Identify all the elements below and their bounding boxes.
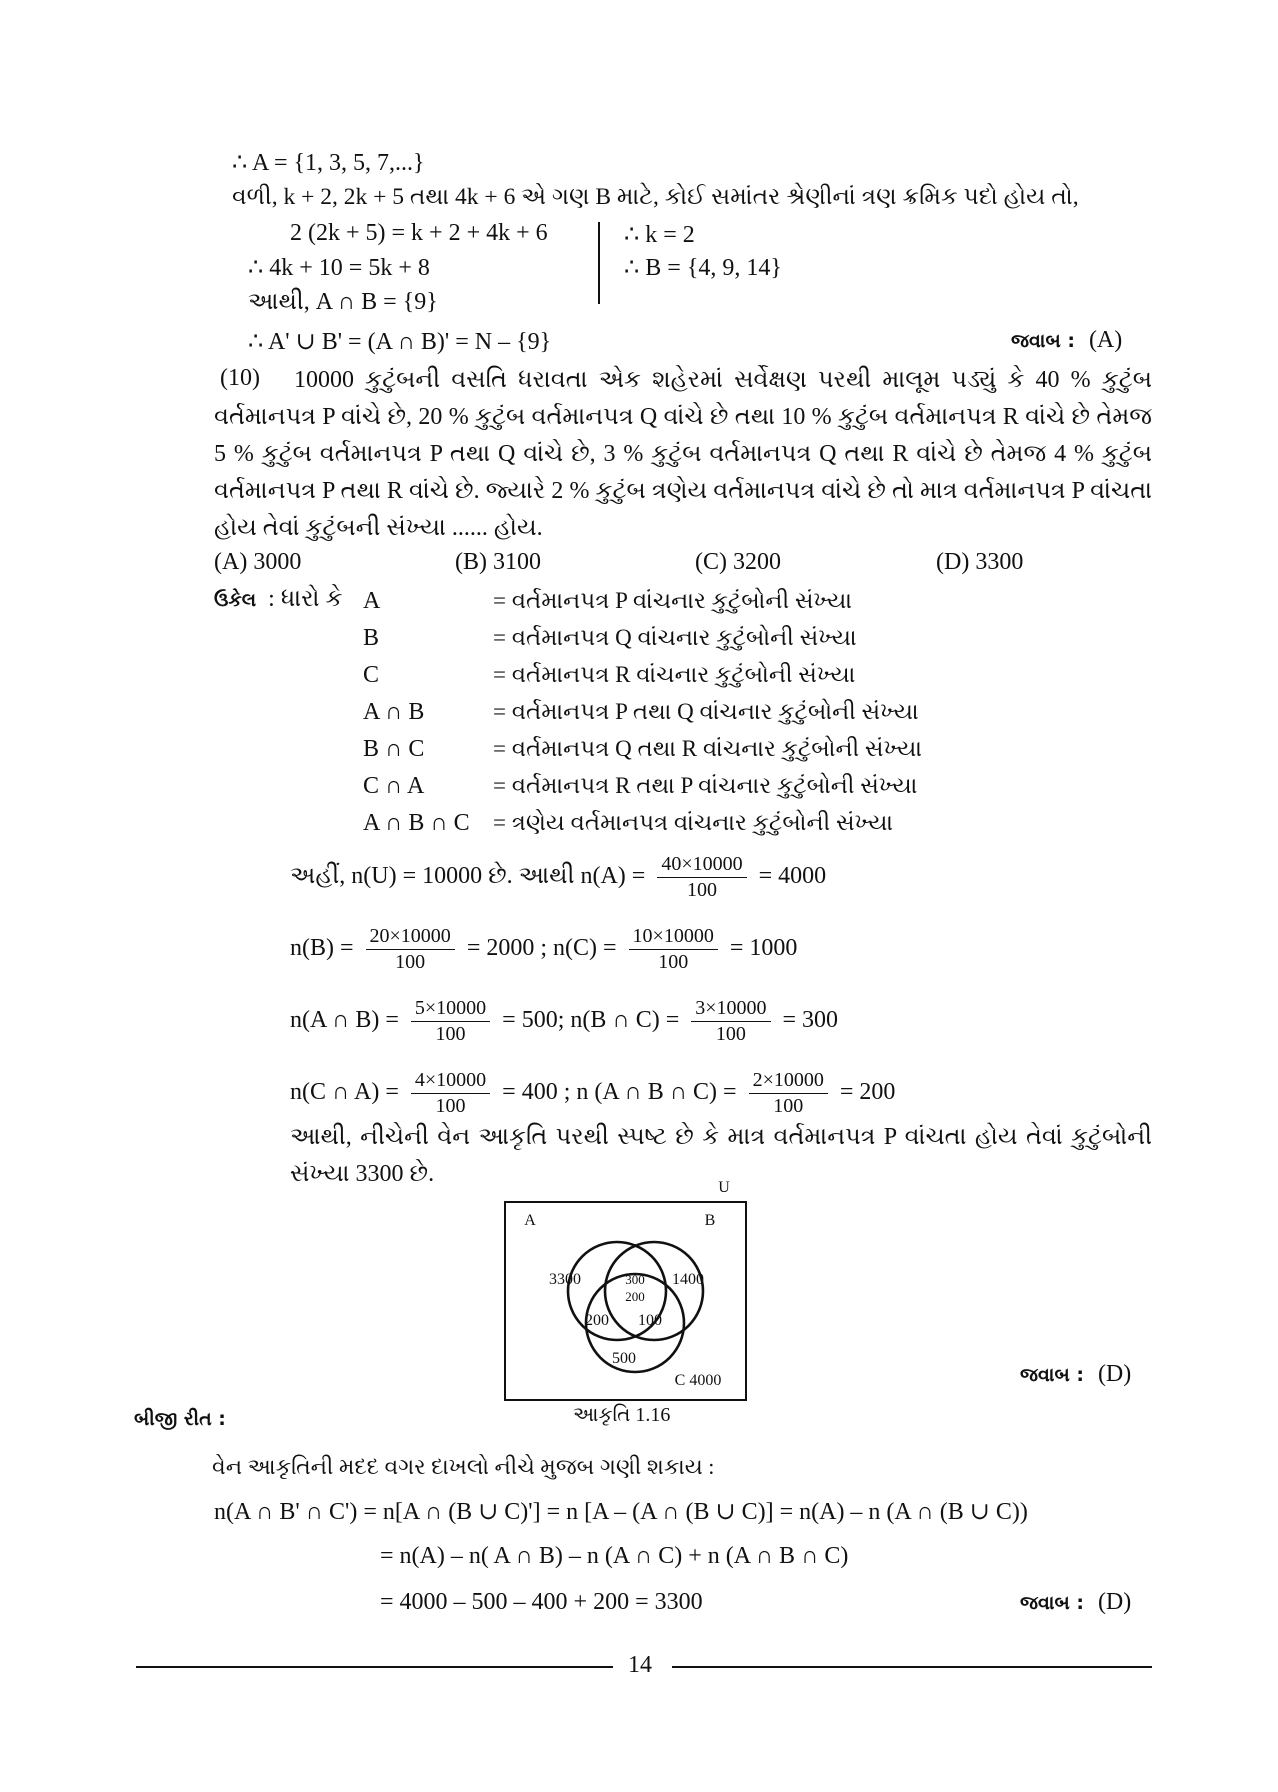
fraction-numerator: 40×10000 xyxy=(657,852,746,878)
fraction-nc xyxy=(629,924,718,975)
definition-description: = વર્તમાનપત્ર Q તથા R વાંચનાર કુટુંબોની સંખ્યા xyxy=(493,736,922,761)
question-text xyxy=(214,362,1152,547)
fraction-numerator: 20×10000 xyxy=(366,924,455,950)
definition-description: = વર્તમાનપત્ર P તથા Q વાંચનાર કુટુંબોની સંખ્યા xyxy=(493,699,919,724)
venn-region-bc: 100 xyxy=(638,1312,662,1329)
fraction-denominator: 100 xyxy=(435,1095,466,1117)
fraction-nabc xyxy=(749,1068,828,1119)
calc4-result: = 200 xyxy=(839,1079,896,1106)
ap-condition-line: વળી, k + 2, 2k + 5 તથા 4k + 6 એ ગણ B માટે, કોઈ સમાંતર શ્રેણીનાં ત્રણ ક્રમિક પદો હોય તો, xyxy=(232,184,1079,210)
method2-line-1: n(A ∩ B' ∩ C') = n[A ∩ (B ∪ C)'] = n [A – (A ∩ (B ∪ C)] = n(A) – n (A ∩ (B ∪ C)) xyxy=(214,1499,1028,1525)
footer-rule-right xyxy=(672,1666,1152,1668)
method2-heading: બીજી રીત : xyxy=(134,1408,226,1430)
calc3-prefix: n(A ∩ B) = xyxy=(290,1007,399,1034)
eq-left-2: ∴ 4k + 10 = 5k + 8 xyxy=(248,255,430,281)
calc-line-3 xyxy=(290,996,838,1047)
intersection-line: આથી, A ∩ B = {9} xyxy=(248,289,438,315)
calc4-mid: = 400 ; n (A ∩ B ∩ C) = xyxy=(502,1079,737,1106)
answer-label: જવાબ : xyxy=(1020,1364,1084,1386)
fraction-numerator: 10×10000 xyxy=(629,924,718,950)
definition-description: = વર્તમાનપત્ર R તથા P વાંચનાર કુટુંબોની સંખ્યા xyxy=(493,773,918,798)
method2-line-3: = 4000 – 500 – 400 + 200 = 3300 xyxy=(380,1589,703,1615)
answer-value: (D) xyxy=(1097,1361,1132,1387)
definition-symbol: A ∩ B ∩ C xyxy=(363,810,470,836)
option-a: (A) 3000 xyxy=(214,549,302,575)
calc3-result: = 300 xyxy=(782,1007,839,1034)
venn-universe-label: U xyxy=(718,1179,730,1196)
fraction-nb xyxy=(366,924,455,975)
venn-region-ab: 300 xyxy=(625,1272,645,1287)
venn-region-ac: 200 xyxy=(585,1312,609,1329)
fraction-nab xyxy=(411,996,490,1047)
fraction-denominator: 100 xyxy=(395,951,426,973)
question-body: 10000 કુટુંબની વસતિ ધરાવતા એક શહેરમાં સર્વેક્ષણ પરથી માલૂમ પડ્યું કે 40 % કુટુંબ વર્તમાનપત્ર P વાંચે છે, 20 % કુટુંબ વર્તમાનપત્ર Q વાંચે છે તથા 10 % કુટુંબ વર્તમાનપત્ર R વાંચે છે તેમજ 5 % કુટુંબ વર્તમાનપત્ર P તથા Q વાંચે છે, 3 % કુટુંબ વર્તમાનપત્ર Q તથા R વાંચે છે તેમજ 4 % કુટુંબ વર્તમાનપત્ર P તથા R વાંચે છે. જ્યારે 2 % કુટુંબ ત્રણેય વર્તમાનપત્ર વાંચે છે તો માત્ર વર્તમાનપત્ર P વાંચતા હોય તેવાં કુટુંબની સંખ્યા ...... હોય. xyxy=(214,367,1152,541)
fraction-na xyxy=(657,852,746,903)
fraction-numerator: 2×10000 xyxy=(749,1068,828,1094)
answer-label: જવાબ : xyxy=(1011,330,1075,352)
calc1-prefix: અહીં, n(U) = 10000 છે. આથી n(A) = xyxy=(290,863,646,890)
solution-word: ઉકેલ xyxy=(214,589,257,611)
fraction-nca xyxy=(411,1068,490,1119)
page-number: 14 xyxy=(628,1652,652,1678)
calc4-prefix: n(C ∩ A) = xyxy=(290,1079,399,1106)
solution-label xyxy=(214,586,342,613)
fraction-numerator: 5×10000 xyxy=(411,996,490,1022)
complement-union-line: ∴ A' ∪ B' = (A ∩ B)' = N – {9} xyxy=(248,329,552,355)
calc2-prefix: n(B) = xyxy=(290,935,354,962)
venn-region-outside: C 4000 xyxy=(674,1372,722,1389)
venn-label-a: A xyxy=(524,1212,536,1229)
definition-symbol: A ∩ B xyxy=(363,699,425,725)
conclusion-text: આથી, નીચેની વેન આકૃતિ પરથી સ્પષ્ટ છે કે માત્ર વર્તમાનપત્ર P વાંચતા હોય તેવાં કુટુંબોની સંખ્યા 3300 છે. xyxy=(290,1124,1152,1187)
definition-symbol: B xyxy=(363,625,380,651)
question-number: (10) xyxy=(220,365,260,391)
calc2-mid: = 2000 ; n(C) = xyxy=(466,935,617,962)
eq-right-2: ∴ B = {4, 9, 14} xyxy=(624,255,782,281)
eq-left-1: 2 (2k + 5) = k + 2 + 4k + 6 xyxy=(290,220,548,246)
method2-intro: વેન આકૃતિની મદદ વગર દાખલો નીચે મુજબ ગણી શકાય : xyxy=(212,1454,715,1479)
calc1-result: = 4000 xyxy=(758,863,827,890)
fraction-numerator: 3×10000 xyxy=(691,996,770,1022)
answer-value: (D) xyxy=(1097,1589,1132,1615)
eq-divider xyxy=(598,222,600,304)
venn-region-c-only: 500 xyxy=(612,1350,636,1367)
fraction-denominator: 100 xyxy=(773,1095,804,1117)
definition-description: = વર્તમાનપત્ર P વાંચનાર કુટુંબોની સંખ્યા xyxy=(493,588,852,613)
calc-line-4 xyxy=(290,1068,895,1119)
figure-caption: આકૃતિ 1.16 xyxy=(573,1404,671,1426)
option-d: (D) 3300 xyxy=(936,549,1024,575)
answer-value: (A) xyxy=(1088,327,1123,353)
eq-right-1: ∴ k = 2 xyxy=(624,222,695,248)
answer-3 xyxy=(1020,1589,1131,1616)
fraction-nbc xyxy=(691,996,770,1047)
calc-line-1 xyxy=(290,852,826,903)
answer-1 xyxy=(1011,327,1122,354)
fraction-denominator: 100 xyxy=(658,951,689,973)
solution-intro: : ધારો કે xyxy=(268,586,343,612)
venn-region-b-only: 1400 xyxy=(672,1271,704,1288)
definition-description: = વર્તમાનપત્ર R વાંચનાર કુટુંબોની સંખ્યા xyxy=(493,662,856,687)
footer-rule-left xyxy=(136,1666,613,1668)
fraction-denominator: 100 xyxy=(435,1023,466,1045)
venn-region-a-only: 3300 xyxy=(549,1271,581,1288)
definition-symbol: C xyxy=(363,662,380,688)
option-b: (B) 3100 xyxy=(455,549,541,575)
option-c: (C) 3200 xyxy=(695,549,781,575)
definition-description: = ત્રણેય વર્તમાનપત્ર વાંચનાર કુટુંબોની સંખ્યા xyxy=(493,810,894,835)
fraction-denominator: 100 xyxy=(715,1023,746,1045)
definition-symbol: C ∩ A xyxy=(363,773,425,799)
fraction-numerator: 4×10000 xyxy=(411,1068,490,1094)
answer-2 xyxy=(1020,1361,1131,1388)
definition-description: = વર્તમાનપત્ર Q વાંચનાર કુટુંબોની સંખ્યા xyxy=(493,625,857,650)
calc3-mid: = 500; n(B ∩ C) = xyxy=(502,1007,680,1034)
venn-diagram xyxy=(480,1175,770,1407)
definition-symbol: B ∩ C xyxy=(363,736,425,762)
fraction-denominator: 100 xyxy=(686,879,717,901)
venn-label-b: B xyxy=(704,1212,716,1229)
venn-region-abc: 200 xyxy=(625,1289,645,1304)
method2-line-2: = n(A) – n( A ∩ B) – n (A ∩ C) + n (A ∩ B ∩ C) xyxy=(380,1543,849,1569)
set-a-line: ∴ A = {1, 3, 5, 7,...} xyxy=(232,150,425,176)
definition-symbol: A xyxy=(363,588,381,614)
calc2-result: = 1000 xyxy=(729,935,798,962)
answer-label: જવાબ : xyxy=(1020,1592,1084,1614)
calc-line-2 xyxy=(290,924,797,975)
